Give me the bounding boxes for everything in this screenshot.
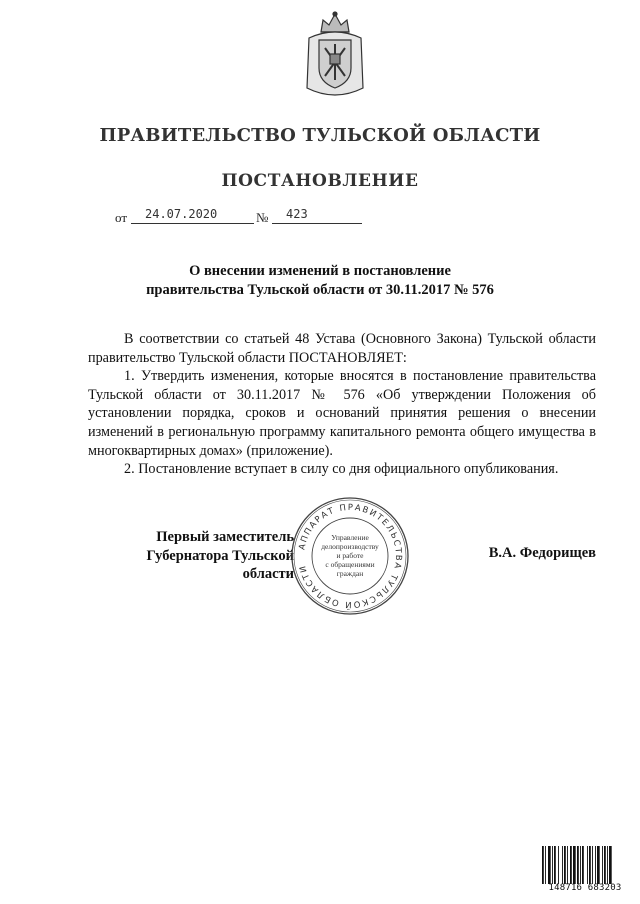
subject-line-2: правительства Тульской области от 30.11.2017 № 576 (146, 281, 494, 298)
body-paragraph: 2. Постановление вступает в силу со дня официального опубликования. (124, 461, 559, 478)
document-subject (0, 262, 640, 299)
document-number: 423 (286, 207, 308, 221)
position-line-2: Губернатора Тульской области (146, 547, 294, 582)
tula-coat-of-arms-icon (301, 10, 369, 98)
stamp-center-line: и работе (336, 551, 364, 560)
signatory-position (106, 528, 294, 584)
subject-line-1: О внесении изменений в постановление (189, 263, 451, 279)
government-title: ПРАВИТЕЛЬСТВО ТУЛЬСКОЙ ОБЛАСТИ (99, 125, 541, 146)
barcode-number: 148716 683203 (548, 883, 622, 893)
number-underline (272, 223, 362, 224)
position-line-1: Первый заместитель (156, 529, 294, 545)
document-body (88, 330, 596, 479)
stamp-center-line: Управление (331, 533, 369, 542)
document-date: 24.07.2020 (145, 207, 218, 221)
date-label: от (115, 210, 128, 225)
body-paragraph: В соответствии со статьей 48 Устава (Основного Закона) Тульской области правительство Тульской области ПОСТАНОВЛЯЕТ: (88, 331, 596, 366)
document-type-title: ПОСТАНОВЛЕНИЕ (221, 171, 419, 191)
number-label: № (256, 210, 269, 225)
official-stamp (288, 494, 412, 618)
barcode-icon (541, 846, 627, 884)
stamp-center-line: с обращениями (325, 560, 375, 569)
body-paragraph: 1. Утвердить изменения, которые вносятся в постановление правительства Тульской области от 30.11.2017 № 576 «Об утверждении Положения об установлении порядка, сроков и оснований принятия решения о внесении изменений в региональную программу капитального ремонта общего имущества в многоквартирных домах» (приложение). (88, 368, 596, 459)
date-underline (131, 223, 254, 224)
stamp-center-line: делопроизводству (321, 542, 379, 551)
stamp-ring-text: АППАРАТ ПРАВИТЕЛЬСТВА ТУЛЬСКОЙ ОБЛАСТИ (297, 502, 404, 610)
signatory-name: В.А. Федорищев (488, 545, 596, 561)
stamp-center-line: граждан (336, 569, 364, 578)
